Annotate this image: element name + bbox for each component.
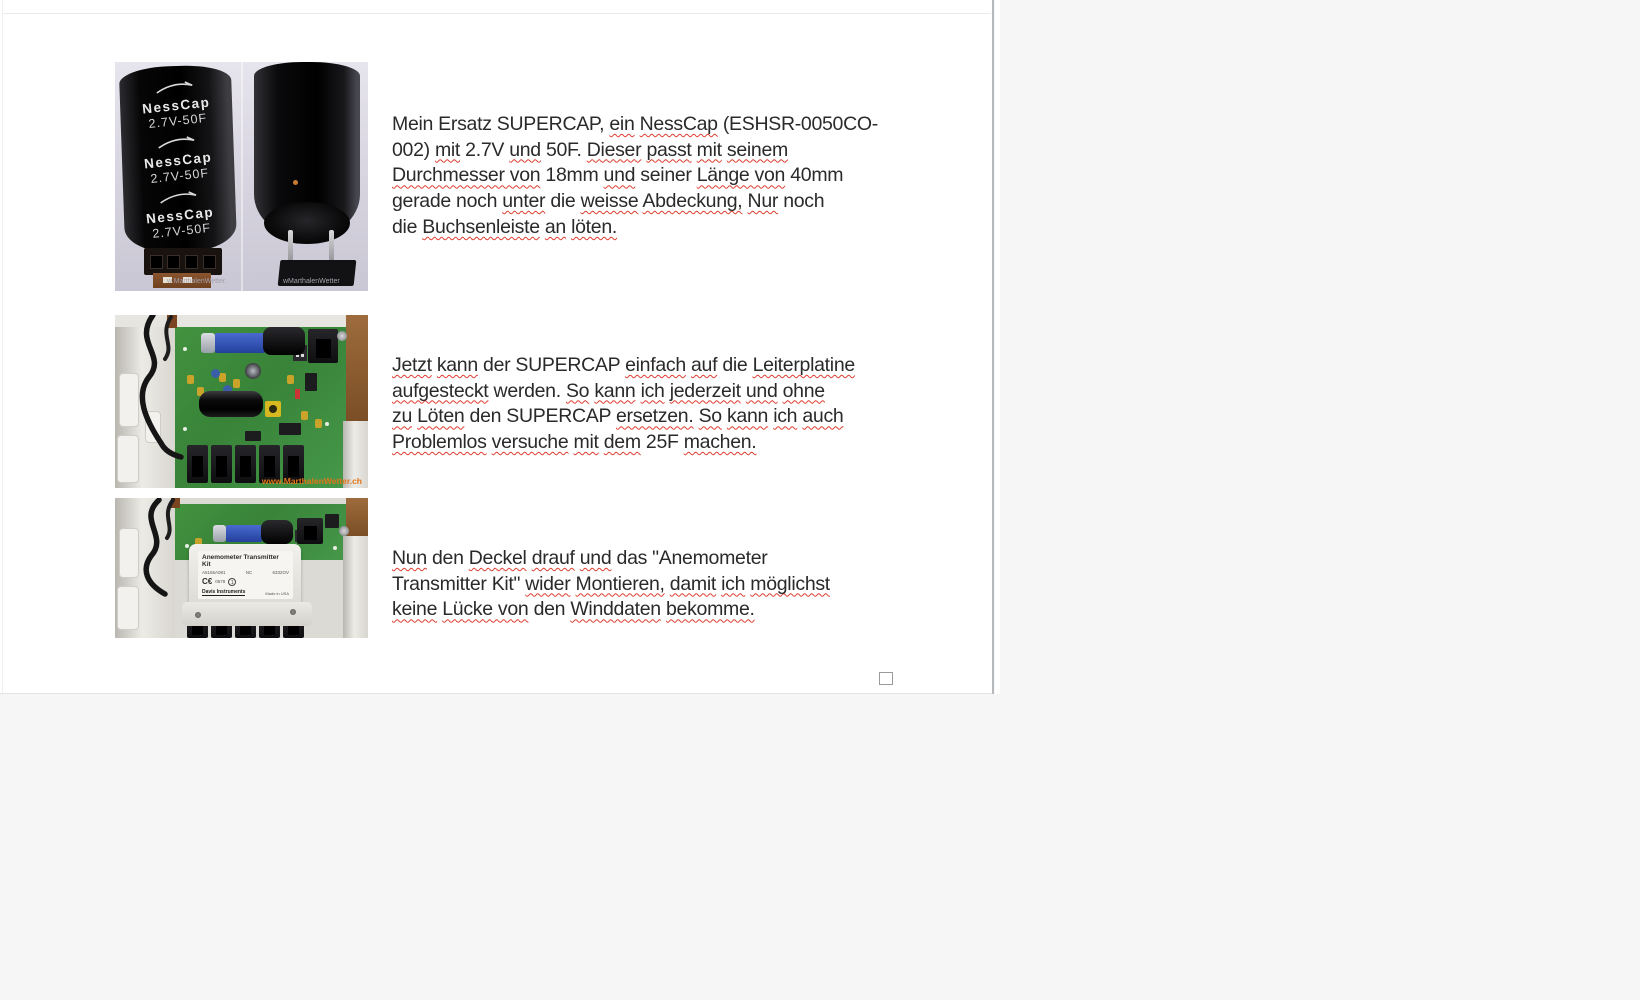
kit-model: 6332OV xyxy=(272,570,289,575)
text-line[interactable] xyxy=(392,138,892,164)
misspelled-word: zu xyxy=(392,405,412,428)
text-segment: 50F. xyxy=(540,138,587,161)
misspelled-word: Winddaten xyxy=(570,598,661,621)
misspelled-word: Länge von xyxy=(696,164,786,187)
misspelled-word: ich xyxy=(640,379,665,402)
text-segment: gerade noch xyxy=(392,190,503,213)
kit-brand: Davis Instruments xyxy=(202,589,246,595)
misspelled-word: mit xyxy=(696,138,722,161)
misspelled-word: Dieser xyxy=(586,138,642,161)
kit-label-title: Anemometer Transmitter Kit xyxy=(202,554,279,568)
misspelled-word: Montieren, xyxy=(575,572,665,595)
text-segment: der SUPERCAP xyxy=(477,354,626,376)
cap-brand: NessCap xyxy=(143,149,213,172)
watermark: wMarthalenWetter xyxy=(283,278,340,285)
misspelled-word: dem xyxy=(603,431,641,454)
misspelled-word: seinem xyxy=(726,138,788,161)
text-segment: die xyxy=(392,215,423,238)
nesscap-swoosh-icon xyxy=(154,135,199,151)
misspelled-word: jederzeit xyxy=(669,379,741,402)
misspelled-word: Nur xyxy=(747,190,779,213)
kit-mfg-no: A6155A081 xyxy=(202,570,226,575)
text-segment: den xyxy=(426,547,469,569)
pcb-photo[interactable] xyxy=(115,315,368,488)
misspelled-word: Problemlos xyxy=(392,431,487,454)
supercap-photo[interactable] xyxy=(115,62,368,291)
text-line[interactable] xyxy=(392,546,892,572)
misspelled-word: ohne xyxy=(782,379,825,402)
misspelled-word: damit xyxy=(669,572,716,595)
text-segment: (ESHSR-0050CO- xyxy=(717,113,878,135)
misspelled-word: kann xyxy=(594,379,636,402)
text-segment: 002) xyxy=(392,138,435,161)
text-segment: 25F xyxy=(640,431,684,454)
text-segment: seiner xyxy=(635,164,697,187)
transmitter-kit-photo[interactable] xyxy=(115,498,368,638)
misspelled-word: Jetzt xyxy=(392,354,432,376)
misspelled-word: und xyxy=(603,164,636,187)
misspelled-word: und xyxy=(745,379,778,402)
misspelled-word: und xyxy=(509,138,541,161)
misspelled-word: mit xyxy=(434,138,461,161)
misspelled-word: drauf xyxy=(531,547,575,569)
text-segment: 40mm xyxy=(785,164,844,187)
empty-checkbox-marker[interactable] xyxy=(879,672,893,685)
cap-rating: 2.7V-50F xyxy=(151,220,212,241)
misspelled-word: und xyxy=(579,547,612,569)
misspelled-word: Buchsenleiste xyxy=(422,215,540,238)
misspelled-word: unter xyxy=(502,190,546,213)
black-cable xyxy=(115,315,368,488)
text-segment: 2.7V xyxy=(460,138,510,161)
misspelled-word: bekomme. xyxy=(665,598,755,621)
misspelled-word: Lücke von xyxy=(442,598,529,621)
text-line[interactable] xyxy=(392,163,892,189)
misspelled-word: machen. xyxy=(683,431,757,454)
cap-brand: NessCap xyxy=(145,204,215,227)
misspelled-word: Löten xyxy=(417,405,465,428)
misspelled-word: Abdeckung, xyxy=(642,190,743,213)
ce-number: 0678 xyxy=(215,579,226,584)
misspelled-word: kann xyxy=(436,354,478,376)
paragraph-supercap-description[interactable] xyxy=(392,112,892,241)
text-line[interactable] xyxy=(392,112,892,138)
watermark: www.MarthalenWetter.ch xyxy=(261,476,362,486)
misspelled-word: auch xyxy=(802,405,844,428)
cap-brand: NessCap xyxy=(141,94,211,117)
text-line[interactable] xyxy=(392,404,892,430)
misspelled-word: einfach xyxy=(625,354,686,376)
cylinder-end-cap xyxy=(264,202,350,244)
document-page[interactable] xyxy=(0,0,994,694)
misspelled-word: kann xyxy=(726,405,769,428)
black-cable xyxy=(115,498,368,638)
text-segment: die xyxy=(545,190,581,213)
misspelled-word: So xyxy=(698,405,722,428)
misspelled-word: ich xyxy=(773,405,798,428)
page-shadow-gap xyxy=(995,0,1000,694)
page-top-edge xyxy=(2,13,991,14)
paragraph-cover-remount[interactable] xyxy=(392,546,892,623)
kit-code: NC xyxy=(245,570,253,575)
cap-label xyxy=(120,129,236,188)
socket-connector xyxy=(144,248,222,275)
cap-rating: 2.7V-50F xyxy=(149,165,210,186)
misspelled-word: möglichst xyxy=(750,572,830,595)
misspelled-word: ein xyxy=(609,113,635,135)
ce-mark: C€ xyxy=(202,577,213,586)
text-segment: Transmitter Kit" xyxy=(392,572,526,595)
text-segment: werden. xyxy=(488,379,566,402)
misspelled-word: So xyxy=(565,379,590,402)
photo-seam xyxy=(241,62,243,291)
misspelled-word: aufgesteckt xyxy=(392,379,489,402)
cap-rating: 2.7V-50F xyxy=(147,110,208,131)
nesscap-swoosh-icon xyxy=(156,190,201,206)
text-segment: das "Anemometer xyxy=(611,547,768,569)
misspelled-word: auf xyxy=(690,354,718,376)
misspelled-word: löten. xyxy=(571,215,618,238)
highlight-dot xyxy=(293,180,298,185)
supercap-front-cylinder xyxy=(119,64,237,254)
text-line[interactable] xyxy=(392,215,892,241)
page-left-edge xyxy=(2,0,3,694)
paragraph-board-mounting[interactable] xyxy=(392,353,892,456)
misspelled-word: versuche xyxy=(491,431,569,454)
nesscap-swoosh-icon xyxy=(152,80,197,96)
text-line[interactable] xyxy=(392,379,892,405)
misspelled-word: NessCap xyxy=(639,113,718,135)
misspelled-word: mit xyxy=(573,431,599,454)
text-segment: die xyxy=(717,354,753,376)
misspelled-word: passt xyxy=(646,138,692,161)
cap-label xyxy=(118,74,234,133)
misspelled-word: Nun xyxy=(392,547,427,569)
text-line[interactable] xyxy=(392,189,892,215)
text-line[interactable] xyxy=(392,353,892,379)
misspelled-word: keine xyxy=(392,598,438,621)
misspelled-word: an xyxy=(544,215,566,238)
cap-label xyxy=(122,184,238,243)
misspelled-word: Leiterplatine xyxy=(752,354,855,376)
text-segment: Mein Ersatz SUPERCAP, xyxy=(392,113,610,135)
misspelled-word: wider xyxy=(525,572,571,595)
page-bottom-edge xyxy=(0,693,992,694)
misspelled-word: Deckel xyxy=(468,547,527,569)
circle-mark-icon: 1 xyxy=(228,578,236,586)
text-segment: 18mm xyxy=(540,164,604,187)
text-line[interactable] xyxy=(392,572,892,598)
kit-made-in: Made in USA xyxy=(265,591,289,596)
text-segment: den SUPERCAP xyxy=(464,405,616,428)
text-segment: den xyxy=(528,598,571,621)
text-segment: noch xyxy=(778,190,825,213)
text-line[interactable] xyxy=(392,597,892,623)
misspelled-word: weisse xyxy=(580,190,639,213)
misspelled-word: ich xyxy=(721,572,746,595)
watermark: w.MarthalenWetter. xyxy=(167,278,227,285)
misspelled-word: ersetzen. xyxy=(615,405,694,428)
text-line[interactable] xyxy=(392,430,892,456)
misspelled-word: Durchmesser von xyxy=(392,164,541,187)
